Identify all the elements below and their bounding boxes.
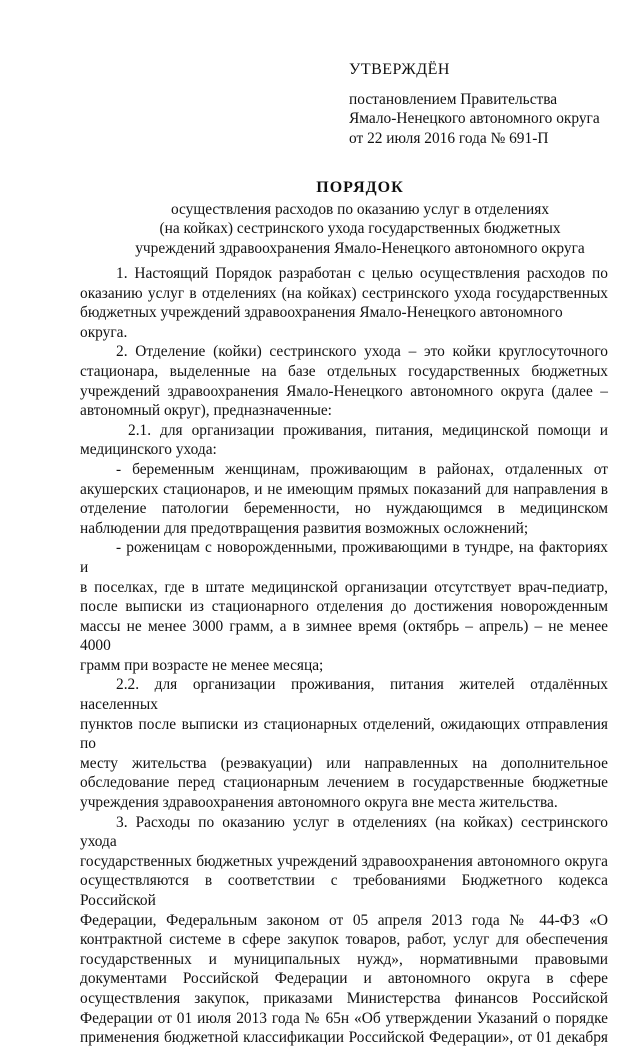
paragraph-line: оказанию услуг в отделениях (на койках) сестринского ухода государственных xyxy=(80,284,608,302)
approval-stamp-block xyxy=(349,60,629,148)
paragraph-line: документами Российской Федерации и автономного округа в сфере xyxy=(80,970,608,988)
paragraph-line: грамм при возрасте не менее месяца; xyxy=(80,656,324,674)
paragraph-line: отделение патологии беременности, но нуждающимся в медицинском xyxy=(80,500,608,518)
paragraph-line: в поселках, где в штате медицинской организации отсутствует врач-педиатр, xyxy=(80,578,608,596)
paragraph xyxy=(80,675,608,812)
paragraph-line: стационара, выделенные на базе отдельных государственных бюджетных xyxy=(80,362,608,380)
paragraph-line: 3. Расходы по оказанию услуг в отделениях (на койках) сестринского ухода xyxy=(80,813,608,851)
paragraph-line: - беременным женщинам, проживающим в районах, отдаленных от xyxy=(116,460,608,478)
paragraph-line: государственных и муниципальных нужд», нормативными правовыми xyxy=(80,950,608,968)
paragraph-line: 1. Настоящий Порядок разработан с целью осуществления расходов по xyxy=(116,265,608,282)
paragraph-line: медицинского ухода: xyxy=(80,441,217,459)
document-subtitle-line: учреждений здравоохранения Ямало-Ненецкого автономного округа xyxy=(135,239,585,257)
paragraph-line: наблюдении для предотвращения развития возможных осложнений; xyxy=(80,519,529,537)
paragraph xyxy=(80,538,608,675)
approval-heading: УТВЕРЖДЁН xyxy=(349,61,450,78)
approval-line: постановлением Правительства xyxy=(349,90,558,108)
paragraph-line: обследование перед стационарным лечением в государственные бюджетные xyxy=(80,774,608,792)
paragraph-line: после выписки из стационарного отделения до достижения новорожденным xyxy=(80,598,608,616)
paragraph xyxy=(80,460,608,538)
document-subtitle-line: (на койках) сестринского ухода государственных бюджетных xyxy=(159,220,561,238)
paragraph xyxy=(80,342,608,420)
document-body xyxy=(80,264,608,1048)
paragraph xyxy=(80,264,608,342)
approval-line: от 22 июля 2016 года № 691-П xyxy=(349,129,549,147)
paragraph-line: осуществления закупок, приказами Министерства финансов Российской xyxy=(80,989,608,1007)
paragraph-line: осуществляются в соответствии с требованиями Бюджетного кодекса Российской xyxy=(80,872,608,909)
paragraph-line: Федерации от 01 июля 2013 года № 65н «Об утверждении Указаний о порядке xyxy=(80,1009,608,1027)
paragraph-line: учреждений здравоохранения Ямало-Ненецкого автономного округа (далее – xyxy=(80,382,608,400)
paragraph-line: массы не менее 3000 грамм, а в зимнее время (октябрь – апрель) – не менее 4000 xyxy=(80,617,608,655)
paragraph-line: автономный округ), предназначенные: xyxy=(80,402,332,420)
paragraph xyxy=(80,421,608,460)
document-title: ПОРЯДОК xyxy=(316,179,404,196)
paragraph-line: применения бюджетной классификации Российской Федерации», от 01 декабря xyxy=(80,1029,608,1047)
paragraph xyxy=(80,813,608,1048)
paragraph-line: 2. Отделение (койки) сестринского ухода – это койки круглосуточного xyxy=(116,343,608,361)
approval-line: Ямало-Ненецкого автономного округа xyxy=(349,110,600,128)
paragraph-line: - роженицам с новорожденными, проживающими в тундре, на факториях и xyxy=(80,539,608,576)
paragraph-line: государственных бюджетных учреждений здравоохранения автономного округа xyxy=(80,852,608,870)
paragraph-line: пунктов после выписки из стационарных отделений, ожидающих отправления по xyxy=(80,715,608,753)
paragraph-line: акушерских стационаров, и не имеющим прямых показаний для направления в xyxy=(80,480,608,498)
paragraph-line: контрактной системе в сфере закупок товаров, работ, услуг для обеспечения xyxy=(80,931,608,949)
paragraph-line: учреждения здравоохранения автономного округа вне места жительства. xyxy=(80,794,558,812)
paragraph-line: 2.1. для организации проживания, питания, медицинской помощи и xyxy=(128,421,608,439)
document-title-block xyxy=(90,178,630,258)
paragraph-line: бюджетных учреждений здравоохранения Ямало-Ненецкого автономного округа. xyxy=(80,304,563,341)
paragraph-line: Федерации, Федеральным законом от 05 апреля 2013 года № 44-ФЗ «О xyxy=(80,911,608,929)
document-subtitle-line: осуществления расходов по оказанию услуг в отделениях xyxy=(170,200,550,218)
paragraph-line: 2.2. для организации проживания, питания жителей отдалённых населенных xyxy=(80,676,608,714)
paragraph-line: месту жительства (реэвакуации) или направленных на дополнительное xyxy=(80,754,608,772)
